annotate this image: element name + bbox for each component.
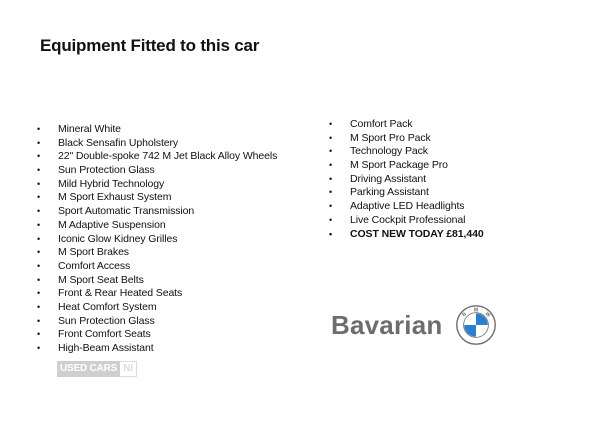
list-item: • Driving Assistant xyxy=(329,172,426,185)
list-item: • M Sport Seat Belts xyxy=(37,273,144,286)
dealer-logo xyxy=(331,305,496,345)
list-item: • M Sport Exhaust System xyxy=(37,191,172,204)
dealer-name: Bavarian xyxy=(331,309,443,340)
list-item: • Black Sensafin Upholstery xyxy=(37,136,179,149)
bullet-icon: • xyxy=(37,219,41,230)
region-label: NI xyxy=(120,361,137,377)
list-item: • Iconic Glow Kidney Grilles xyxy=(37,232,178,245)
list-item: • High-Beam Assistant xyxy=(37,342,154,354)
bullet-icon: • xyxy=(329,201,333,212)
logo-letter-b: B xyxy=(461,311,469,319)
bullet-icon: • xyxy=(37,260,41,271)
list-item: • Mineral White xyxy=(37,123,121,135)
bullet-icon: • xyxy=(37,343,41,353)
bullet-icon: • xyxy=(329,214,333,225)
logo-letter-w: W xyxy=(484,311,492,319)
list-item: • Front Comfort Seats xyxy=(37,328,151,341)
list-item: • Heat Comfort System xyxy=(37,300,157,313)
list-item: • Front & Rear Heated Seats xyxy=(37,287,183,300)
bullet-icon: • xyxy=(37,206,41,217)
used-cars-badge xyxy=(57,361,137,377)
bullet-icon: • xyxy=(329,173,333,184)
bullet-icon: • xyxy=(37,288,41,299)
bullet-icon: • xyxy=(329,228,333,239)
equipment-list-right xyxy=(329,118,484,241)
bullet-icon: • xyxy=(37,301,41,312)
list-item: • M Adaptive Suspension xyxy=(37,218,166,231)
cost-new-today: • COST NEW TODAY £81,440 xyxy=(329,227,484,240)
list-item: • M Sport Package Pro xyxy=(329,159,448,172)
list-item: • M Sport Brakes xyxy=(37,246,129,259)
used-cars-label: USED CARS xyxy=(57,361,120,377)
bullet-icon: • xyxy=(37,151,41,162)
list-item: • Technology Pack xyxy=(329,145,428,158)
list-item: • Comfort Pack xyxy=(329,118,413,130)
bullet-icon: • xyxy=(329,132,333,143)
bullet-icon: • xyxy=(37,233,41,244)
list-item: • 22" Double-spoke 742 M Jet Black Alloy Wheels xyxy=(37,150,278,163)
bullet-icon: • xyxy=(37,178,41,189)
bullet-icon: • xyxy=(37,192,41,203)
logo-letter-m: M xyxy=(474,307,479,314)
page-title: Equipment Fitted to this car xyxy=(40,36,260,55)
equipment-list-left xyxy=(37,123,277,356)
list-item: • Comfort Access xyxy=(37,259,131,272)
list-item: • M Sport Pro Pack xyxy=(329,131,431,144)
bullet-icon: • xyxy=(37,137,41,148)
bullet-icon: • xyxy=(329,146,333,157)
list-item: • Sport Automatic Transmission xyxy=(37,205,195,218)
bullet-icon: • xyxy=(329,187,333,198)
bullet-icon: • xyxy=(37,315,41,326)
bullet-icon: • xyxy=(37,124,41,134)
bullet-icon: • xyxy=(37,329,41,340)
bullet-icon: • xyxy=(329,119,333,129)
list-item: • Live Cockpit Professional xyxy=(329,213,466,226)
bullet-icon: • xyxy=(37,165,41,176)
bullet-icon: • xyxy=(329,160,333,171)
bmw-roundel-icon xyxy=(456,305,496,345)
bullet-icon: • xyxy=(37,274,41,285)
list-item: • Mild Hybrid Technology xyxy=(37,177,165,190)
list-item: • Parking Assistant xyxy=(329,186,429,199)
bullet-icon: • xyxy=(37,247,41,258)
list-item: • Sun Protection Glass xyxy=(37,314,155,327)
list-item: • Sun Protection Glass xyxy=(37,164,155,177)
list-item: • Adaptive LED Headlights xyxy=(329,200,465,213)
